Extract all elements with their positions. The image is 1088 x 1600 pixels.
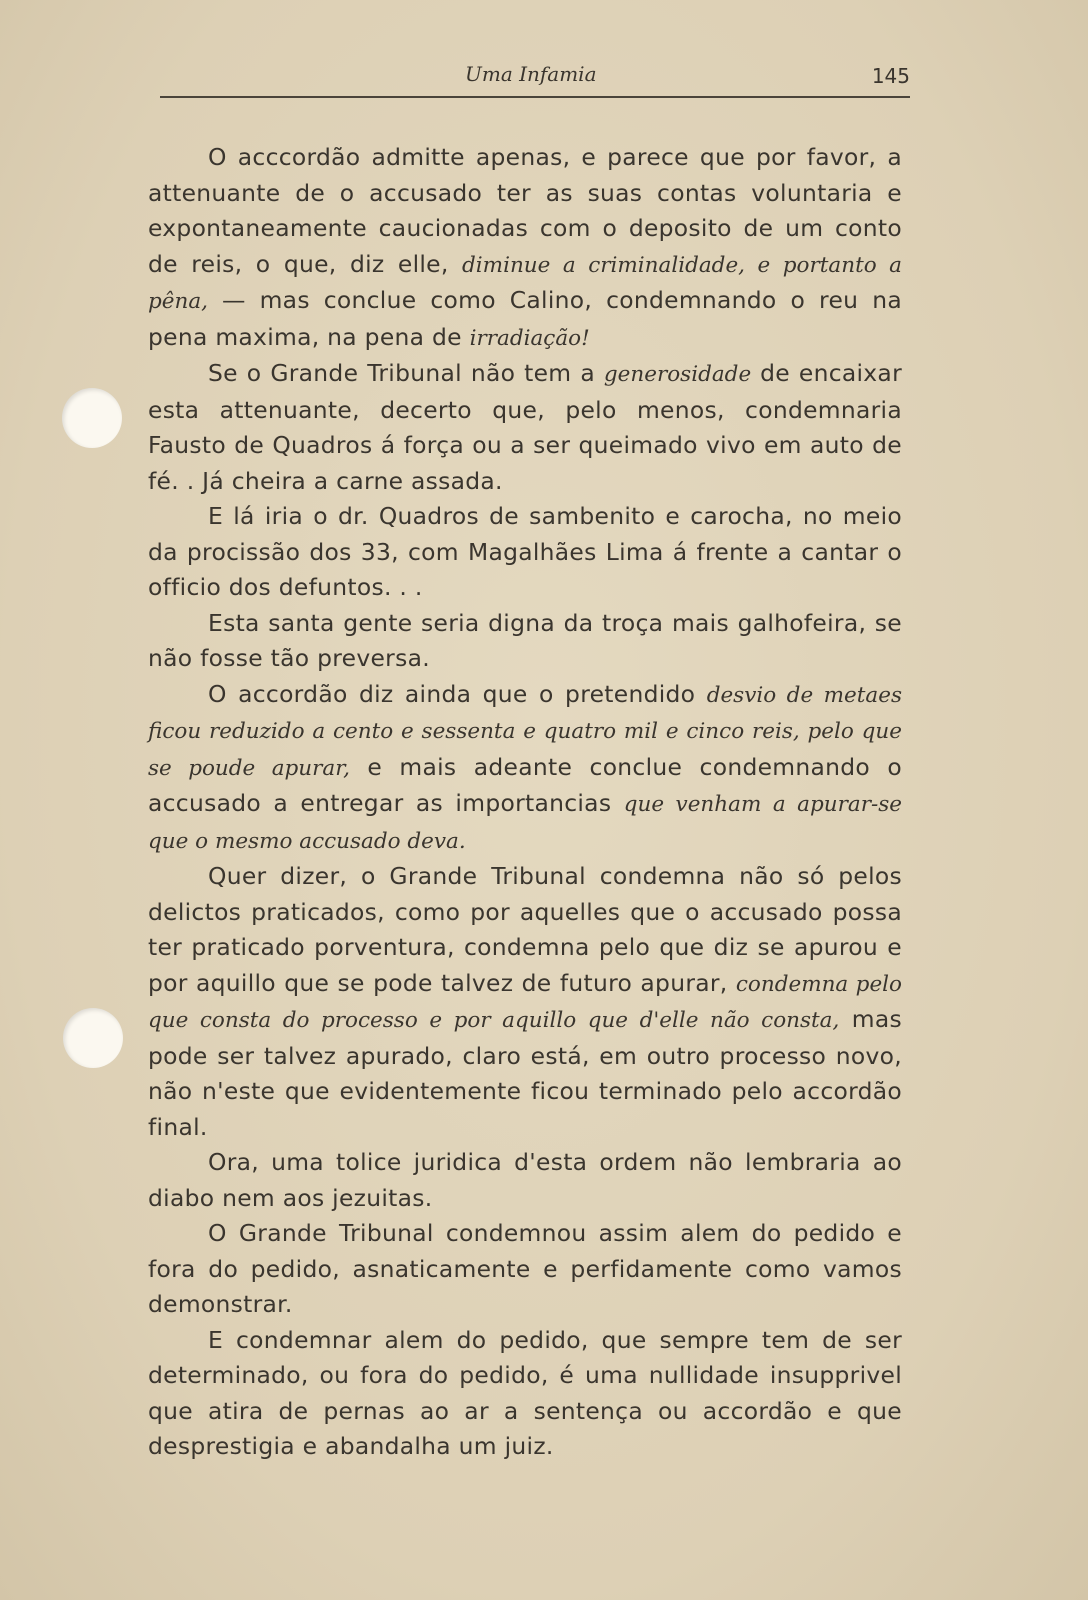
text-segment: de encaixar esta attenuante, decerto que, pelo menos, condemnaria Fausto de Quadros á força ou a ser queimado vivo em auto de fé. . Já cheira a carne assada. bbox=[148, 359, 902, 495]
paragraph bbox=[148, 606, 902, 677]
paragraph bbox=[148, 1145, 902, 1216]
paragraph bbox=[148, 1323, 902, 1465]
italic-segment: generosidade bbox=[603, 362, 752, 387]
page-number: 145 bbox=[871, 64, 910, 88]
text-segment: E lá iria o dr. Quadros de sambenito e carocha, no meio da procissão dos 33, com Magalhães Lima á frente a cantar o officio dos defuntos. . . bbox=[148, 502, 902, 601]
text-segment: e mais adeante conclue condemnando o accusado a entregar as importancias bbox=[148, 752, 902, 817]
italic-segment: condemna pelo que consta do processo e por aquillo que d'elle não consta, bbox=[148, 971, 902, 1033]
paragraph bbox=[148, 859, 902, 1145]
paragraph bbox=[148, 677, 902, 860]
header-rule bbox=[160, 96, 910, 98]
text-segment: Quer dizer, o Grande Tribunal condemna não só pelos delictos praticados, como por aquelles que o accusado possa ter praticado porventura, condemna pelo que diz se apurou e por aquillo que se pode talvez de futuro apurar, bbox=[148, 862, 902, 997]
page-header bbox=[160, 60, 920, 100]
paragraph bbox=[148, 1216, 902, 1323]
italic-segment: que venham a apurar-se que o mesmo accusado deva. bbox=[148, 792, 902, 854]
text-segment: O accordão diz ainda que o pretendido bbox=[208, 679, 707, 708]
text-segment: O acccordão admitte apenas, e parece que por favor, a attenuante de o accusado ter as suas contas voluntaria e expontaneamente caucionadas com o deposito de um conto de reis, o que, diz elle, bbox=[148, 143, 902, 278]
italic-segment: desvio de metaes ficou reduzido a cento e sessenta e quatro mil e cinco reis, pelo que se poude apurar, bbox=[148, 682, 902, 781]
running-title: Uma Infamia bbox=[465, 62, 597, 86]
text-segment: mas pode ser talvez apurado, claro está, em outro processo novo, não n'este que evidentemente ficou terminado pelo accordão final. bbox=[148, 1005, 902, 1141]
italic-segment: diminue a criminalidade, e portanto a pêna, bbox=[148, 252, 902, 314]
body-text bbox=[148, 140, 902, 1465]
text-segment: Esta santa gente seria digna da troça mais galhofeira, se não fosse tão preversa. bbox=[148, 608, 902, 672]
binding-hole bbox=[62, 388, 122, 448]
binding-hole bbox=[63, 1008, 123, 1068]
paragraph bbox=[148, 140, 902, 356]
text-segment: Ora, uma tolice juridica d'esta ordem não lembraria ao diabo nem aos jezuitas. bbox=[148, 1148, 902, 1212]
text-segment: Se o Grande Tribunal não tem a bbox=[208, 359, 604, 387]
text-segment: E condemnar alem do pedido, que sempre tem de ser determinado, ou fora do pedido, é uma nullidade insupprivel que atira de pernas ao ar a sentença ou accordão e que desprestigia e abandalha um juiz. bbox=[148, 1325, 902, 1460]
text-segment: — mas conclue como Calino, condemnando o reu na pena maxima, na pena de bbox=[148, 286, 902, 351]
paragraph bbox=[148, 356, 902, 499]
italic-segment: irradiação! bbox=[469, 325, 590, 351]
text-segment: O Grande Tribunal condemnou assim alem do pedido e fora do pedido, asnaticamente e perfidamente como vamos demonstrar. bbox=[148, 1219, 902, 1318]
paragraph bbox=[148, 499, 902, 606]
